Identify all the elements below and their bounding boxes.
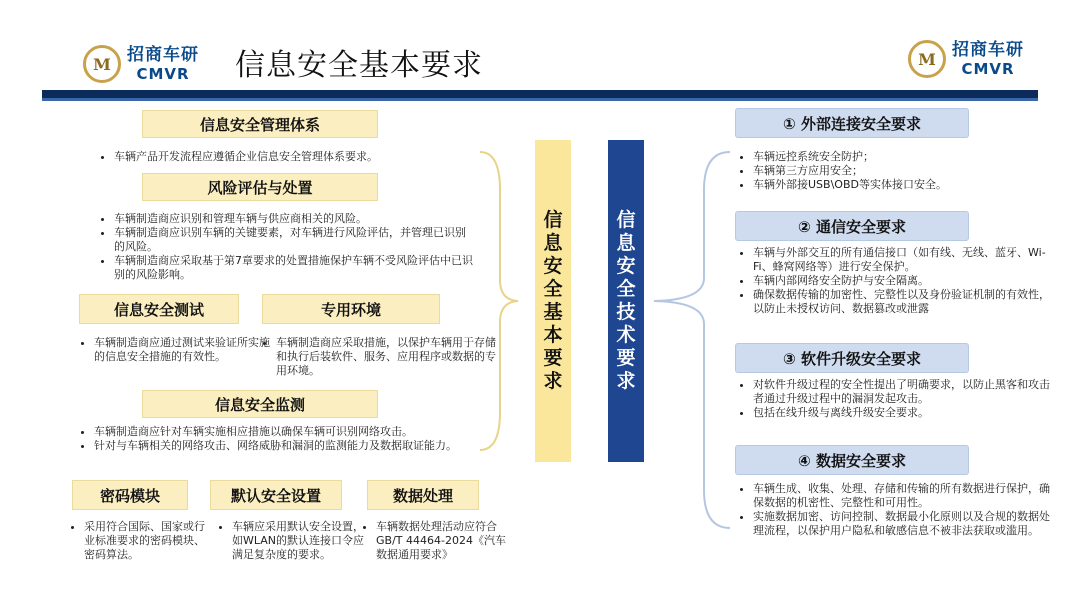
section-title-test: 信息安全测试 (79, 294, 239, 324)
list-item: • 车辆应采用默认安全设置，如WLAN的默认连接口令应满足复杂度的要求。 (232, 520, 366, 562)
list-item: • 车辆第三方应用安全； (753, 164, 1053, 178)
mgmt-list (96, 150, 474, 164)
logo-cn-text: 招商车研 (952, 39, 1024, 60)
right-brace (652, 150, 732, 530)
comm-list (735, 246, 1053, 316)
section-title-crypto: 密码模块 (72, 480, 188, 510)
test-list (76, 336, 272, 364)
list-item: • 车辆产品开发流程应遵循企业信息安全管理体系要求。 (114, 150, 474, 164)
list-item: • 包括在线升级与离线升级安全要求。 (753, 406, 1053, 420)
section-title-default: 默认安全设置 (210, 480, 342, 510)
vertical-label: 信 息 安 全 技 术 要 求 (616, 209, 636, 392)
section-title-data: 数据处理 (367, 480, 479, 510)
list-item: • 车辆外部接USB\OBD等实体接口安全。 (753, 178, 1053, 192)
default-list (214, 520, 366, 562)
section-title-external: ① 外部连接安全要求 (735, 108, 969, 138)
risk-list (96, 212, 474, 282)
logo-left (83, 45, 199, 83)
section-title-datasec: ④ 数据安全要求 (735, 445, 969, 475)
section-title-monitor: 信息安全监测 (142, 390, 378, 418)
technical-requirements-bar (608, 140, 644, 462)
page-title: 信息安全基本要求 (235, 48, 483, 83)
crypto-list (66, 520, 214, 562)
cmvr-logo-icon: M (908, 40, 946, 78)
logo-en-text: CMVR (961, 59, 1015, 78)
logo-right (908, 40, 1024, 78)
env-list (258, 336, 498, 378)
left-brace (478, 150, 520, 452)
logo-cn-text: 招商车研 (127, 44, 199, 65)
list-item: • 车辆远控系统安全防护； (753, 150, 1053, 164)
list-item: • 采用符合国际、国家或行业标准要求的密码模块、密码算法。 (84, 520, 214, 562)
ota-list (735, 378, 1053, 420)
cmvr-logo-icon: M (83, 45, 121, 83)
list-item: • 确保数据传输的加密性、完整性以及身份验证机制的有效性，以防止未授权访问、数据篡改或泄露 (753, 288, 1053, 316)
header-divider-accent (42, 98, 1038, 101)
list-item: • 车辆制造商应通过测试来验证所实施的信息安全措施的有效性。 (94, 336, 272, 364)
external-list (735, 150, 1053, 192)
list-item: • 车辆内部网络安全防护与安全隔离。 (753, 274, 1053, 288)
data-list (358, 520, 506, 562)
list-item: • 对软件升级过程的安全性提出了明确要求，以防止黑客和攻击者通过升级过程中的漏洞发起攻击。 (753, 378, 1053, 406)
list-item: • 车辆与外部交互的所有通信接口（如有线、无线、蓝牙、Wi-Fi、蜂窝网络等）进行安全保护。 (753, 246, 1053, 274)
header-divider (42, 90, 1038, 98)
list-item: • 车辆制造商应针对车辆实施相应措施以确保车辆可识别网络攻击。 (94, 425, 494, 439)
list-item: • 车辆制造商应采取措施，以保护车辆用于存储和执行后装软件、服务、应用程序或数据的专用环境。 (276, 336, 498, 378)
datasec-list (735, 482, 1053, 538)
section-title-risk: 风险评估与处置 (142, 173, 378, 201)
list-item: • 车辆数据处理活动应符合GB/T 44464-2024《汽车数据通用要求》 (376, 520, 506, 562)
section-title-env: 专用环境 (262, 294, 440, 324)
section-title-comm: ② 通信安全要求 (735, 211, 969, 241)
section-title-mgmt: 信息安全管理体系 (142, 110, 378, 138)
list-item: • 针对与车辆相关的网络攻击、网络威胁和漏洞的监测能力及数据取证能力。 (94, 439, 494, 453)
list-item: • 车辆制造商应识别车辆的关键要素，对车辆进行风险评估，并管理已识别的风险。 (114, 226, 474, 254)
monitor-list (76, 425, 494, 453)
basic-requirements-bar (535, 140, 571, 462)
list-item: • 车辆生成、收集、处理、存储和传输的所有数据进行保护，确保数据的机密性、完整性和可用性。 (753, 482, 1053, 510)
logo-en-text: CMVR (136, 64, 190, 83)
list-item: • 实施数据加密、访问控制、数据最小化原则以及合规的数据处理流程，以保护用户隐私和敏感信息不被非法获取或滥用。 (753, 510, 1053, 538)
vertical-label: 信 息 安 全 基 本 要 求 (543, 209, 563, 392)
list-item: • 车辆制造商应采取基于第7章要求的处置措施保护车辆不受风险评估中已识别的风险影响。 (114, 254, 474, 282)
list-item: • 车辆制造商应识别和管理车辆与供应商相关的风险。 (114, 212, 474, 226)
section-title-ota: ③ 软件升级安全要求 (735, 343, 969, 373)
